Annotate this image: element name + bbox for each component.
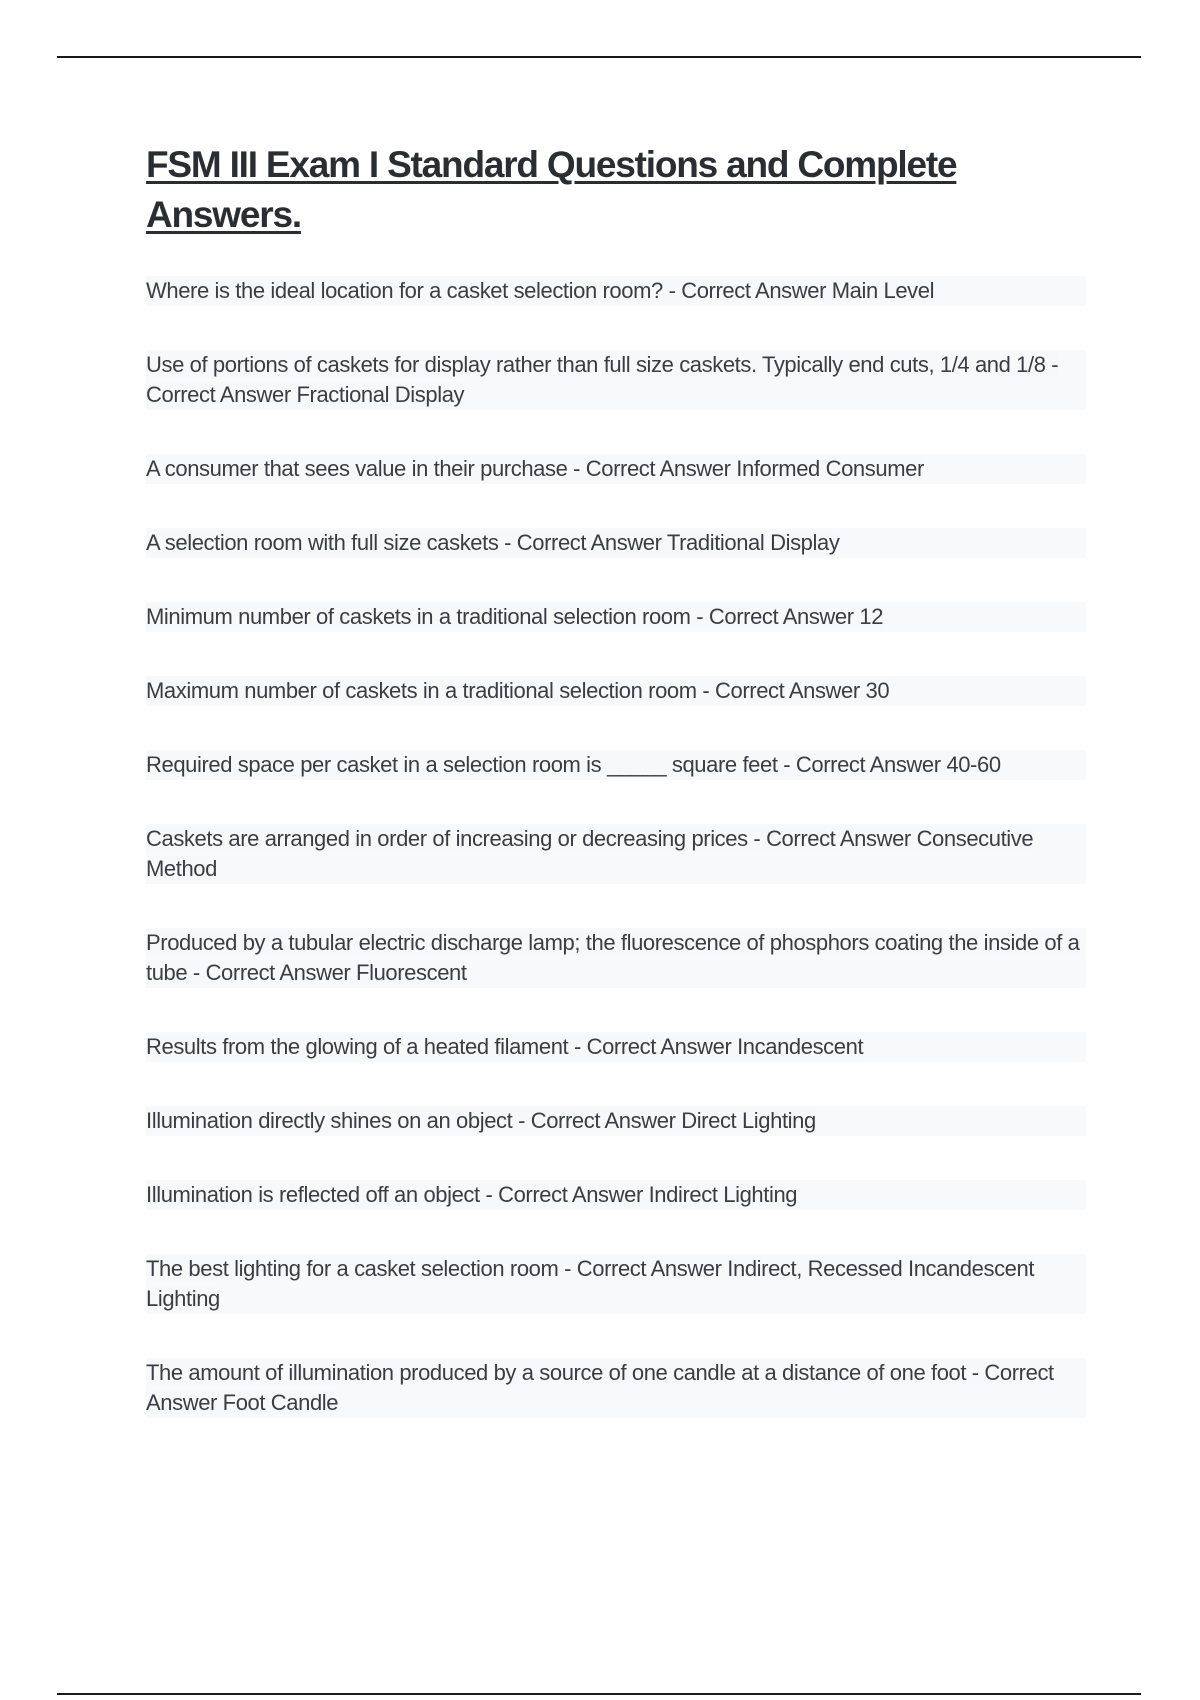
qa-text: Caskets are arranged in order of increasing or decreasing prices - Correct Answer Consecutive Method	[146, 826, 1034, 881]
qa-text: A selection room with full size caskets - Correct Answer Traditional Display	[146, 530, 840, 555]
qa-text: Illumination directly shines on an object - Correct Answer Direct Lighting	[146, 1108, 816, 1133]
qa-item	[146, 350, 1086, 410]
qa-item	[146, 454, 1086, 484]
qa-item	[146, 528, 1086, 558]
qa-item	[146, 1106, 1086, 1136]
qa-item	[146, 824, 1086, 884]
bottom-rule	[57, 1693, 1141, 1695]
qa-item	[146, 750, 1086, 780]
qa-text: Maximum number of caskets in a traditional selection room - Correct Answer 30	[146, 678, 890, 703]
qa-list	[146, 276, 1086, 1418]
qa-text: Required space per casket in a selection room is _____ square feet - Correct Answer 40-60	[146, 752, 1001, 777]
document-title: FSM III Exam I Standard Questions and Complete Answers.	[146, 144, 957, 235]
qa-text: Produced by a tubular electric discharge lamp; the fluorescence of phosphors coating the inside of a tube - Correct Answer Fluorescent	[146, 930, 1080, 985]
document-body	[146, 140, 1086, 1462]
top-rule	[57, 56, 1141, 58]
qa-text: The amount of illumination produced by a source of one candle at a distance of one foot - Correct Answer Foot Candle	[146, 1360, 1054, 1415]
qa-item	[146, 276, 1086, 306]
qa-text: A consumer that sees value in their purchase - Correct Answer Informed Consumer	[146, 456, 924, 481]
qa-text: Use of portions of caskets for display rather than full size caskets. Typically end cuts, 1/4 and 1/8 - Correct Answer Fractional Display	[146, 352, 1059, 407]
qa-item	[146, 1358, 1086, 1418]
qa-item	[146, 676, 1086, 706]
qa-item	[146, 928, 1086, 988]
qa-item	[146, 1254, 1086, 1314]
qa-item	[146, 602, 1086, 632]
qa-item	[146, 1180, 1086, 1210]
qa-text: Minimum number of caskets in a traditional selection room - Correct Answer 12	[146, 604, 884, 629]
qa-text: Where is the ideal location for a casket selection room? - Correct Answer Main Level	[146, 278, 935, 303]
qa-text: Illumination is reflected off an object - Correct Answer Indirect Lighting	[146, 1182, 798, 1207]
qa-text: Results from the glowing of a heated filament - Correct Answer Incandescent	[146, 1034, 864, 1059]
qa-text: The best lighting for a casket selection room - Correct Answer Indirect, Recessed Incandescent Lighting	[146, 1256, 1035, 1311]
qa-item	[146, 1032, 1086, 1062]
